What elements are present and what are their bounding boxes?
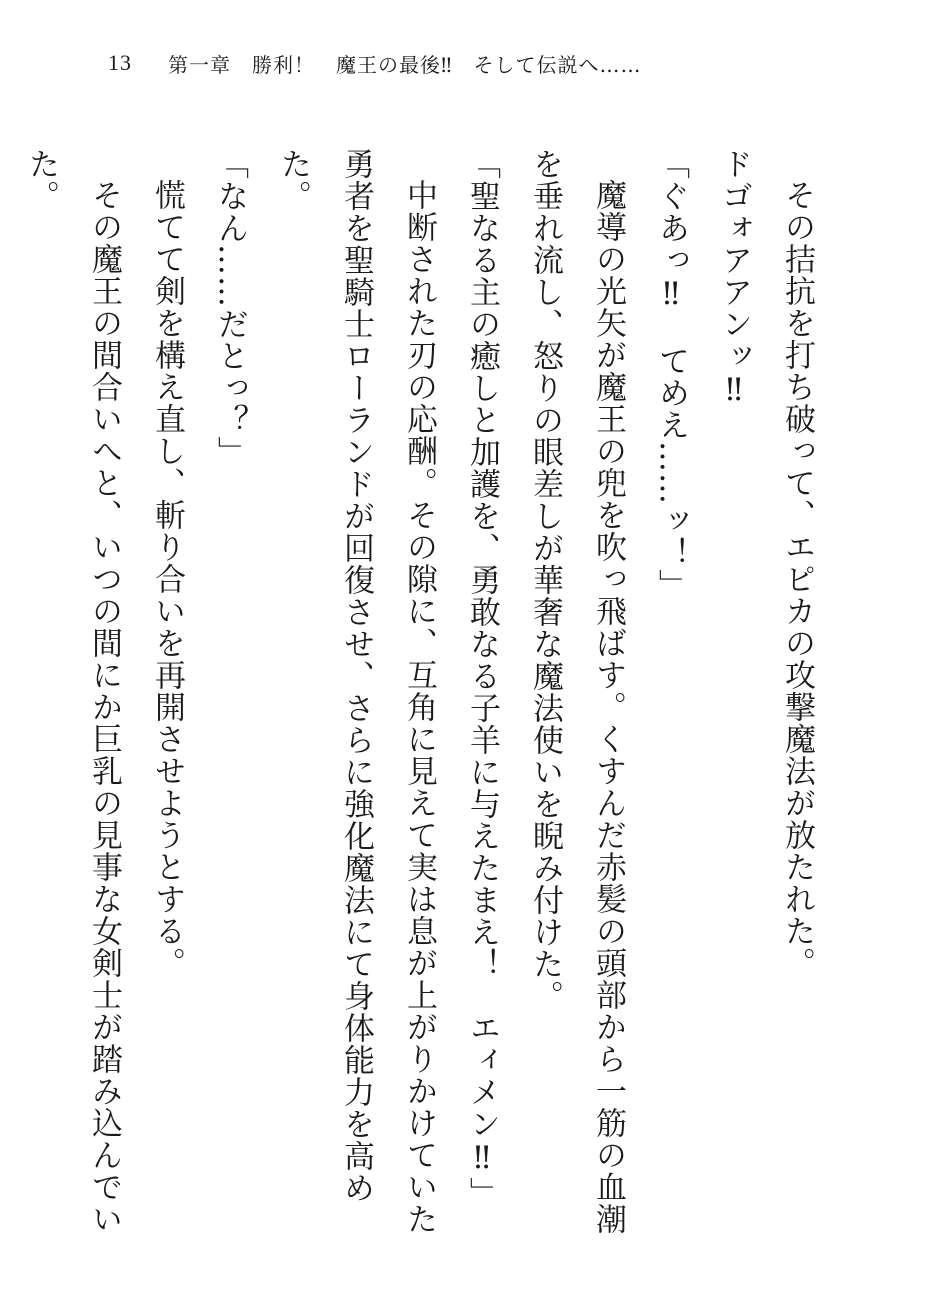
paragraph: ドゴォアアンッ‼ xyxy=(716,148,752,409)
running-header xyxy=(108,46,642,80)
paragraph: 「ぐあっ‼ てめえ……ッ！」 xyxy=(653,148,689,601)
paragraph: その拮抗を打ち破って、エピカの攻撃魔法が放たれた。 xyxy=(779,179,815,979)
paragraph: 「なん……だとっ？」 xyxy=(212,148,248,468)
paragraph: その魔王の間合いへと、いつの間にか巨乳の見事な女剣士が踏み込んでいた。 xyxy=(23,148,122,1235)
paragraph: 魔導の光矢が魔王の兜を吹っ飛ばす。くすんだ赤髪の頭部から一筋の血潮を垂れ流し、怒りの眼差しが華奢な魔法使いを睨み付けた。 xyxy=(527,148,626,1235)
page-number: 13 xyxy=(108,50,132,75)
paragraph xyxy=(0,148,9,1258)
chapter-title: 第一章 勝利！ 魔王の最後‼ そして伝説へ…… xyxy=(168,52,642,77)
paragraph: 中断された刃の応酬。その隙に、互角に見えて実は息が上がりかけていた勇者を聖騎士ローランドが回復させ、さらに強化魔法にて身体能力を高めた。 xyxy=(275,148,437,1235)
paragraph: 慌てて剣を構え直し、斬り合いを再開させようとする。 xyxy=(149,179,185,979)
vertical-body-text xyxy=(23,148,828,1258)
paragraph: 「聖なる主の癒しと加護を、勇敢なる子羊に与えたまえ！ エィメン‼」 xyxy=(464,148,500,1209)
